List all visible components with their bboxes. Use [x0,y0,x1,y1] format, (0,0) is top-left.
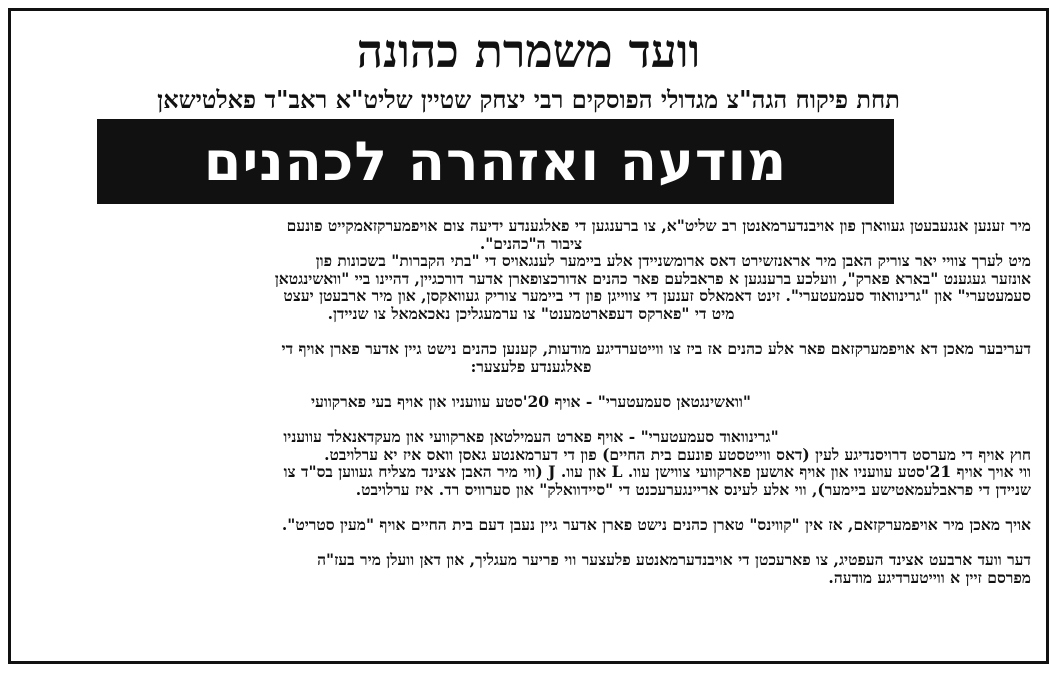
text-line: סעמעטערי" און "גרינוואוד סעמעטערי". זינט דאמאלס זענען די צווייגן פון די ביימער צוריק געוואקסן, און מיר ארבעטן יעצט [283,287,1031,305]
paragraph-greenwood [31,428,1031,498]
page-title: וועד משמרת כהונה [356,24,701,78]
text-line: שניידן די פראבלעמאטישע ביימער), ווי אלע לעינס אריינגערעכנט די "סיידוואלק" און סערוויס רד. איז ערלויבט. [355,480,1031,499]
text-line: אונזער געגענט "בארא פארק", וועלכע ברענגען א פראבלעם פאר כהנים אדורכצופארן אדער דורכגיין, דהיינו ביי "וואשינגטאן [274,269,1031,288]
notice-body [31,217,1031,586]
text-line: אויך מאכן מיר אויפמערקזאם, אז אין "קווינס" טארן כהנים נישט פארן אדער גיין נעבן דעם בית החיים אויף "מעין סטריט". [281,516,1031,534]
text-line: מיט די "פארקס דעפארטמענט" צו ערמעגליכן נאכאמאל צו שניידן. [327,304,735,323]
text-line: פאלגענדע פלעצער: [470,357,592,376]
text-line: ציבור ה"כהנים". [479,234,583,253]
text-line: חוץ אויף די מערסט דרויסנדיגע לעין (דאס ווייטסטע פונעם בית החיים) פון די דערמאנטע גאסן וואס איז יא ערלויבט. [324,445,1031,464]
paragraph-intro [31,217,1031,252]
text-line: מיר זענען אנגעבעטן געווארן פון אויבנדערמאנטן רב שליט"א, צו ברענגען די פאלגענדע ידיעה צום אויפמערקזאמקייט פונעם [286,217,1031,235]
notice-frame [8,8,1049,664]
text-line: "וואשינגטאן סעמעטערי" - אויף 20'סטע עוועניו און אויף בעי פארקוועי [311,392,751,411]
banner-text: מודעה ואזהרה לכהנים [203,130,788,193]
text-line: ווי אויך אויף 21'סטע עוועניו און אויף אושען פארקוועי צווישן עוו. L און עוו. J (ווי מיר האבן אצינד מצליח געווען בס"ד צו [283,463,1031,481]
text-line: "גרינוואוד סעמעטערי" - אויף פארט העמילטאן פארקוועי און מעקדאנאלד עוועניו [283,428,779,446]
text-line: מפרסם זיין א ווייטערדיגע מודעה. [828,568,1031,587]
paragraph-queens [31,516,1031,534]
text-line: דער וועד ארבעט אצינד העפטיג, צו פארעכטן די אויבנדערמאנטע פלעצער ווי פריער מעגליך, און דאן וועלן מיר בעז"ה [317,551,1031,569]
paragraph-closing [31,551,1031,586]
text-line: דעריבער מאכן דא אויפמערקזאם פאר אלע כהנים אז ביז צו ווייטערדיגע מודעות, קענען כהנים נישט גיין אדער פארן אויף די [281,340,1031,358]
paragraph-washington [31,393,1031,411]
warning-banner [97,119,894,204]
text-line: מיט לערך צוויי יאר צוריק האבן מיר אראנזשירט דאס ארומשניידן אלע ביימער לענגאויס די "בתי הקברות" בשכונות פון [315,252,1031,270]
paragraph-warning [31,340,1031,375]
page-subtitle: תחת פיקוח הגה"צ מגדולי הפוסקים רבי יצחק שטיין שליט"א ראב"ד פאלטישאן [157,85,900,114]
paragraph-background [31,252,1031,322]
